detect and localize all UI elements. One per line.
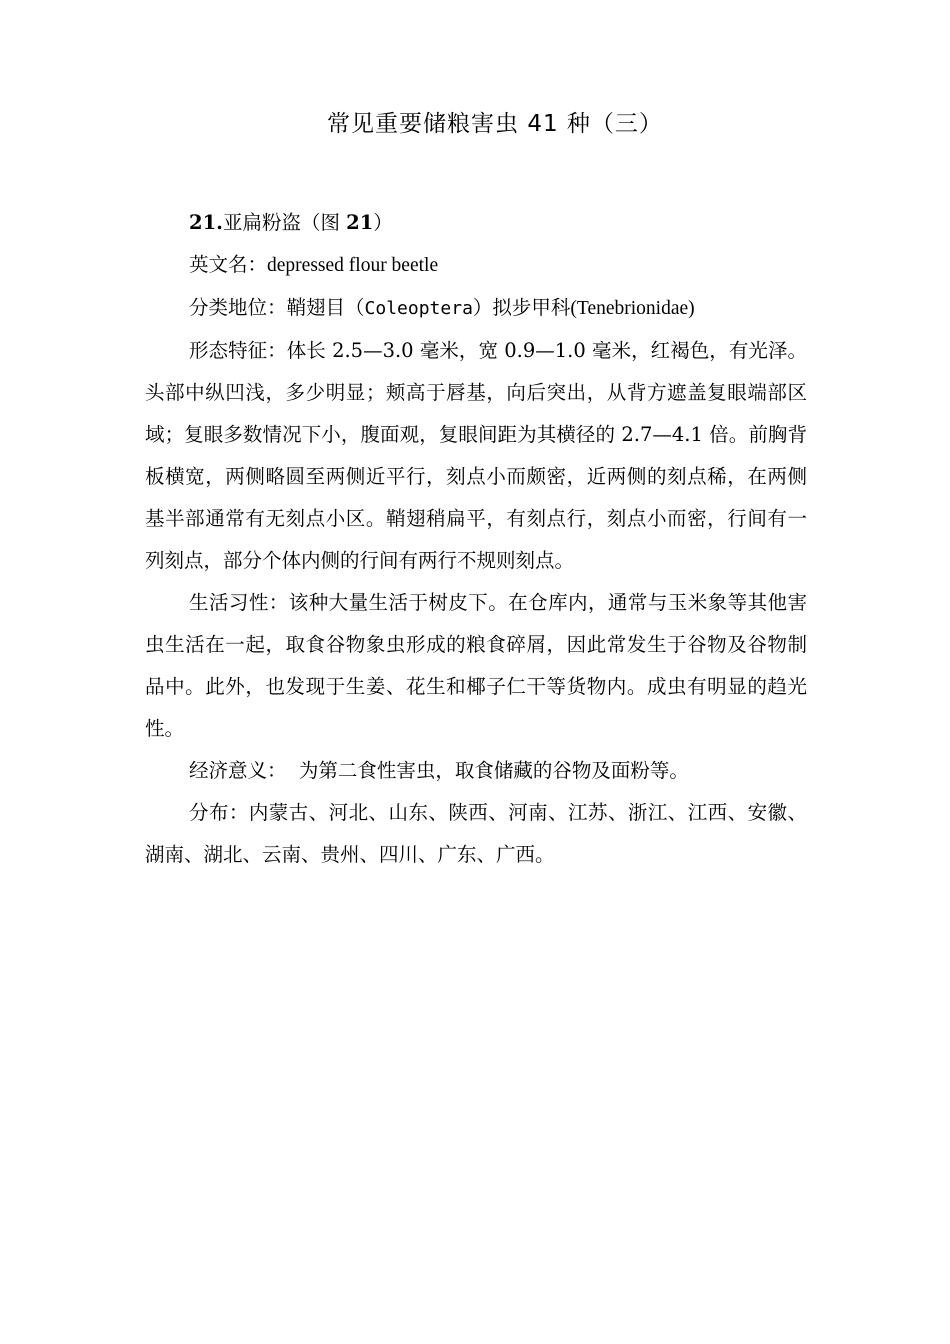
species-name: 亚扁粉盗（图 (222, 211, 347, 234)
species-number: 21. (189, 211, 223, 234)
habits-label: 生活习性： (189, 591, 289, 614)
english-name-line (145, 244, 807, 287)
taxonomy-line (145, 287, 807, 330)
english-name-label: 英文名： (189, 253, 268, 276)
english-name-value: depressed flour beetle (267, 255, 439, 276)
habits-text: 该种大量生活于树皮下。在仓库内，通常与玉米象等其他害虫生活在一起，取食谷物象虫形成的粮食碎屑，因此常发生于谷物及谷物制品中。此外，也发现于生姜、花生和椰子仁干等货物内。成虫有明显的趋光性。 (145, 591, 807, 740)
morphology-label: 形态特征： (189, 339, 287, 362)
economic-paragraph (145, 750, 807, 792)
economic-text: 为第二食性害虫，取食储藏的谷物及面粉等。 (298, 759, 689, 782)
distribution-text: 内蒙古、河北、山东、陕西、河南、江苏、浙江、江西、安徽、湖南、湖北、云南、贵州、四川、广东、广西。 (145, 801, 807, 866)
taxonomy-label: 分类地位： (189, 296, 287, 319)
distribution-label: 分布： (189, 801, 249, 824)
figure-number: 21 (346, 211, 374, 234)
habits-paragraph (145, 582, 807, 750)
taxonomy-order: 鞘翅目（ (286, 296, 365, 319)
distribution-paragraph (145, 792, 807, 876)
morphology-paragraph (145, 330, 807, 582)
morphology-text: 体长 2.5—3.0 毫米，宽 0.9—1.0 毫米，红褐色，有光泽。头部中纵凹浅，多少明显；颊高于唇基，向后突出，从背方遮盖复眼端部区域；复眼多数情况下小，腹面观，复眼间距为其横径的 2.7—4.1 倍。前胸背板横宽，两侧略圆至两侧近平行，刻点小而颇密，近两侧的刻点稀，在两侧基半部通常有无刻点小区。鞘翅稍扁平，有刻点行，刻点小而密，行间有一列刻点，部分个体内侧的行间有两行不规则刻点。 (145, 339, 807, 572)
taxonomy-family: ）拟步甲科 (472, 296, 571, 319)
species-heading (145, 202, 807, 244)
taxonomy-family-latin: (Tenebrionidae) (570, 298, 695, 319)
document-body (145, 202, 807, 876)
taxonomy-order-latin: Coleoptera (364, 298, 473, 319)
document-title: 常见重要储粮害虫 41 种（三） (327, 111, 663, 137)
species-heading-close: ） (373, 211, 393, 234)
economic-label: 经济意义： (189, 759, 287, 782)
